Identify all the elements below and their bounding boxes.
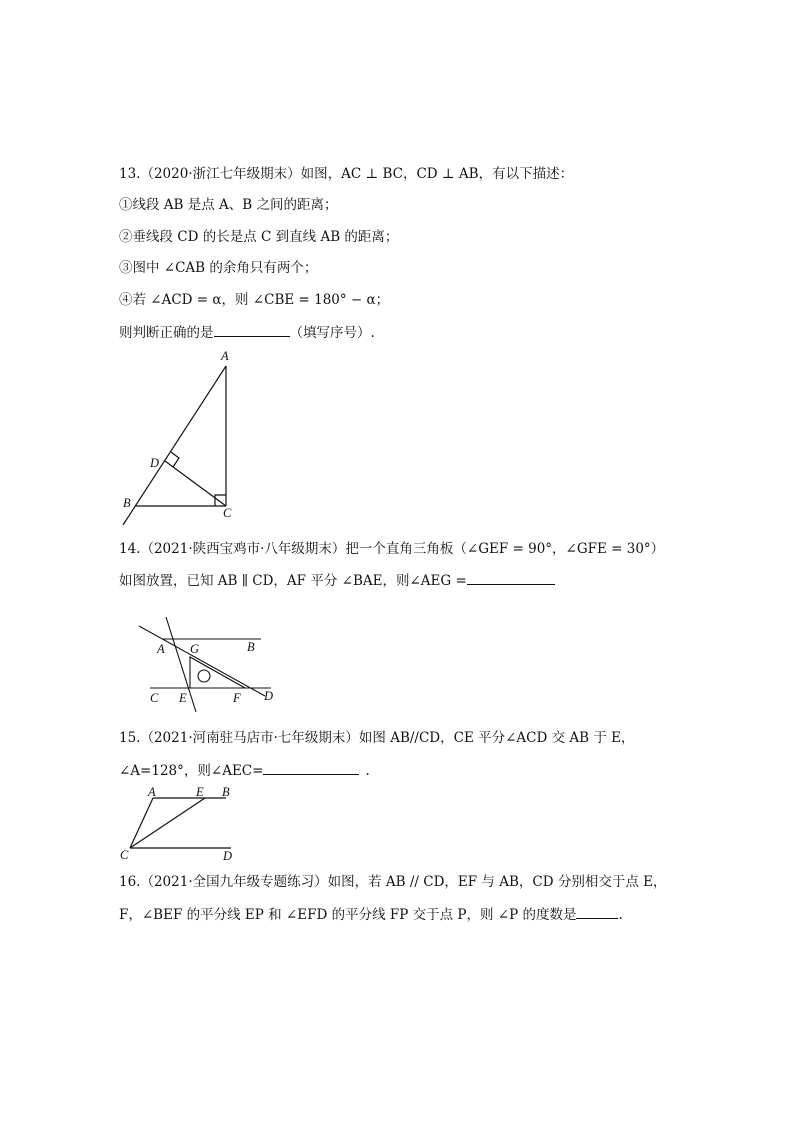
q14-label-b: B (247, 640, 255, 654)
q14-label-d: D (264, 689, 274, 703)
q14-label-c: C (150, 691, 159, 705)
q13-label-d: D (150, 456, 160, 470)
q14-question (119, 570, 555, 591)
q14-triangle-hole (198, 670, 210, 682)
q15-label-c: C (120, 848, 129, 862)
q14-question-text: 如图放置，已知 AB ∥ CD，AF 平分 ∠BAE，则∠AEG = (119, 573, 467, 589)
q14-label-a: A (157, 642, 165, 656)
q15-line-ca (130, 798, 153, 848)
q13-question-tail: （填写序号）. (289, 325, 375, 341)
q13-stem: 13.（2020·浙江七年级期末）如图，AC ⊥ BC，CD ⊥ AB，有以下描述： (119, 166, 574, 182)
q15-line-ce (130, 798, 205, 848)
q13-right-angle-d (171, 452, 179, 467)
q13-question (119, 322, 375, 343)
q15-label-a: A (148, 785, 156, 799)
q13-item-4: ④若 ∠ACD = α，则 ∠CBE = 180° − α； (119, 292, 390, 308)
q14-triangle (190, 657, 245, 688)
q15-label-b: B (222, 785, 230, 799)
q14-stem: 14.（2021·陕西宝鸡市·八年级期末）把一个直角三角板（∠GEF = 90°，∠GFE = 30°） (119, 541, 665, 557)
q15-stem: 15.（2021·河南驻马店市·七年级期末）如图 AB//CD，CE 平分∠ACD 交 AB 于 E， (119, 730, 635, 746)
q15-question (119, 760, 370, 781)
q13-line-ab (123, 366, 226, 525)
q14-label-g: G (190, 642, 200, 656)
q13-item-1: ①线段 AB 是点 A、B 之间的距离； (119, 197, 338, 213)
q14-line-af (139, 626, 265, 696)
q14-line-ae (166, 617, 196, 712)
q13-question-text: 则判断正确的是 (119, 325, 214, 341)
q13-item-2: ②垂线段 CD 的长是点 C 到直线 AB 的距离； (119, 229, 399, 245)
q15-label-e: E (196, 785, 204, 799)
q14-answer-blank[interactable] (467, 570, 555, 585)
q15-label-d: D (223, 849, 233, 863)
q13-item-3: ③图中 ∠CAB 的余角只有两个； (119, 260, 318, 276)
q16-question (119, 904, 623, 925)
q16-stem: 16.（2021·全国九年级专题练习）如图，若 AB // CD，EF 与 AB，CD 分别相交于点 E， (119, 874, 667, 890)
q13-label-a: A (221, 349, 229, 363)
q13-label-c: C (223, 506, 232, 520)
q16-answer-blank[interactable] (576, 904, 618, 919)
q13-label-b: B (123, 496, 131, 510)
q16-question-tail: . (618, 907, 623, 923)
q13-line-cd (165, 461, 226, 506)
q15-question-text: ∠A=128°，则∠AEC= (119, 763, 264, 779)
q13-right-angle-c (215, 495, 226, 506)
q16-question-text: F，∠BEF 的平分线 EP 和 ∠EFD 的平分线 FP 交于点 P，则 ∠P 的度数是 (119, 907, 577, 923)
q13-answer-blank[interactable] (214, 322, 290, 337)
q14-label-f: F (233, 691, 241, 705)
q15-question-tail: . (365, 763, 370, 779)
q14-label-e: E (179, 691, 187, 705)
q15-answer-blank[interactable] (263, 760, 359, 775)
